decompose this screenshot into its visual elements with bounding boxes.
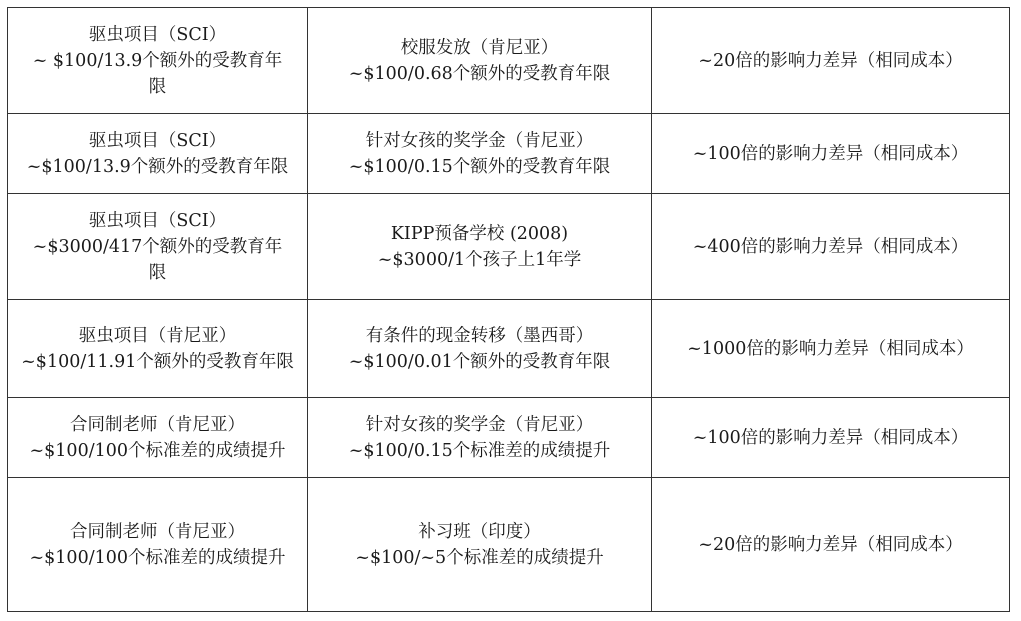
table-row [8, 398, 1010, 478]
program-a-cost: ~ $100/13.9个额外的受教育年 [32, 50, 283, 71]
program-a-cell [8, 194, 308, 300]
impact-diff-cell [652, 478, 1010, 612]
program-b-cell [308, 478, 652, 612]
program-a-cost-cont: 限 [148, 262, 167, 283]
program-a-cost: ~$3000/417个额外的受教育年 [32, 236, 283, 257]
program-b-cost: ~$3000/1个孩子上1年学 [377, 249, 582, 270]
program-a-cost: ~$100/11.91个额外的受教育年限 [21, 351, 294, 372]
program-b-cell [308, 8, 652, 114]
table-row [8, 300, 1010, 398]
impact-diff-cell [652, 398, 1010, 478]
program-b-cost: ~$100/0.15个标准差的成绩提升 [348, 440, 611, 461]
program-b-cell [308, 398, 652, 478]
table-row [8, 194, 1010, 300]
program-b-name: 针对女孩的奖学金（肯尼亚） [365, 414, 594, 435]
program-a-cell [8, 8, 308, 114]
table-row [8, 114, 1010, 194]
table-row [8, 478, 1010, 612]
impact-diff: ~20倍的影响力差异（相同成本） [698, 534, 963, 555]
program-a-cost-cont: 限 [148, 76, 167, 97]
program-a-cell [8, 398, 308, 478]
program-a-cost: ~$100/100个标准差的成绩提升 [29, 547, 286, 568]
program-b-cell [308, 114, 652, 194]
program-a-name: 驱虫项目（SCI） [88, 24, 227, 45]
program-a-name: 合同制老师（肯尼亚） [70, 521, 245, 542]
program-b-cost: ~$100/0.15个额外的受教育年限 [348, 156, 611, 177]
program-a-cost: ~$100/13.9个额外的受教育年限 [26, 156, 289, 177]
impact-diff-cell [652, 114, 1010, 194]
impact-diff-cell [652, 300, 1010, 398]
table-row [8, 8, 1010, 114]
impact-diff: ~100倍的影响力差异（相同成本） [692, 427, 969, 448]
impact-diff-cell [652, 8, 1010, 114]
program-a-name: 驱虫项目（SCI） [88, 210, 227, 231]
comparison-table [7, 7, 1010, 612]
program-b-name: 补习班（印度） [418, 521, 541, 542]
program-b-cost: ~$100/0.01个额外的受教育年限 [348, 351, 611, 372]
program-b-name: 校服发放（肯尼亚） [400, 37, 559, 58]
program-a-name: 驱虫项目（肯尼亚） [78, 325, 237, 346]
program-b-name: 针对女孩的奖学金（肯尼亚） [365, 130, 594, 151]
program-a-cell [8, 478, 308, 612]
program-a-cell [8, 114, 308, 194]
impact-diff: ~20倍的影响力差异（相同成本） [698, 50, 963, 71]
program-b-name: KIPP预备学校 (2008) [390, 223, 569, 244]
program-b-name: 有条件的现金转移（墨西哥） [365, 325, 594, 346]
impact-diff: ~1000倍的影响力差异（相同成本） [687, 338, 974, 359]
program-a-name: 驱虫项目（SCI） [88, 130, 227, 151]
program-b-cell [308, 300, 652, 398]
impact-diff: ~400倍的影响力差异（相同成本） [692, 236, 969, 257]
program-b-cell [308, 194, 652, 300]
program-a-cell [8, 300, 308, 398]
program-b-cost: ~$100/0.68个额外的受教育年限 [348, 63, 611, 84]
impact-diff: ~100倍的影响力差异（相同成本） [692, 143, 969, 164]
program-a-cost: ~$100/100个标准差的成绩提升 [29, 440, 286, 461]
impact-diff-cell [652, 194, 1010, 300]
program-a-name: 合同制老师（肯尼亚） [70, 414, 245, 435]
program-b-cost: ~$100/~5个标准差的成绩提升 [355, 547, 604, 568]
